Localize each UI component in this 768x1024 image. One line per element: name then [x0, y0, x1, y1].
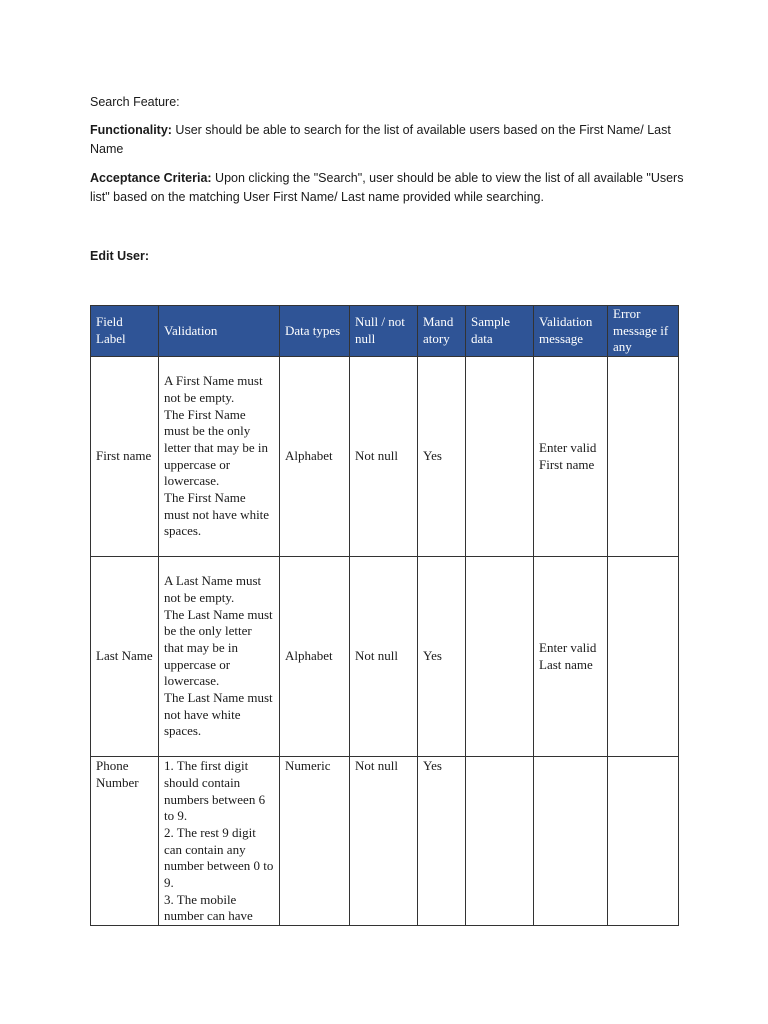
- header-data-types: Data types: [280, 306, 350, 357]
- cell-field-label: First name: [91, 357, 159, 557]
- edit-user-table: [90, 305, 679, 926]
- header-validation-message: Validation message: [534, 306, 608, 357]
- header-error-message: Error message if any: [608, 306, 679, 357]
- cell-sample-data: [466, 357, 534, 557]
- validation-text: A First Name must not be empty. The First Name must be the only letter that may be in uppercase or lowercase. The First Name must not have white spaces.: [164, 373, 270, 539]
- table-row: [91, 557, 679, 757]
- cell-null: Not null: [350, 357, 418, 557]
- header-field-label: Field Label: [91, 306, 159, 357]
- cell-validation-message: Enter valid First name: [534, 357, 608, 557]
- cell-data-type: Numeric: [280, 757, 350, 926]
- functionality-label: Functionality:: [90, 123, 172, 137]
- cell-error-message: [608, 557, 679, 757]
- cell-validation-message: Enter valid Last name: [534, 557, 608, 757]
- search-feature-heading: Search Feature:: [90, 95, 180, 109]
- header-validation: Validation: [159, 306, 280, 357]
- cell-validation: [159, 357, 280, 557]
- cell-mandatory: Yes: [418, 557, 466, 757]
- cell-mandatory: Yes: [418, 757, 466, 926]
- cell-validation: [159, 757, 280, 926]
- cell-data-type: Alphabet: [280, 557, 350, 757]
- cell-sample-data: [466, 757, 534, 926]
- header-sample-data: Sample data: [466, 306, 534, 357]
- edit-user-heading: Edit User:: [90, 249, 150, 263]
- acceptance-criteria-label: Acceptance Criteria:: [90, 171, 212, 185]
- table-header-row: [91, 306, 679, 357]
- cell-error-message: [608, 757, 679, 926]
- cell-sample-data: [466, 557, 534, 757]
- cell-data-type: Alphabet: [280, 357, 350, 557]
- acceptance-criteria-text: Upon clicking the "Search", user should be able to view the list of all available "Users list" based on the matching User First Name/ Last name provided while searching.: [90, 171, 684, 204]
- table-row: [91, 357, 679, 557]
- cell-error-message: [608, 357, 679, 557]
- validation-text: 1. The first digit should contain numbers between 6 to 9. 2. The rest 9 digit can contain any number between 0 to 9. 3. The mobile number can have: [164, 758, 274, 924]
- cell-null: Not null: [350, 557, 418, 757]
- cell-field-label: Last Name: [91, 557, 159, 757]
- functionality-text: User should be able to search for the list of available users based on the First Name/ Last Name: [90, 123, 671, 156]
- functionality-paragraph: [90, 121, 690, 159]
- validation-text: A Last Name must not be empty. The Last Name must be the only letter that may be in uppercase or lowercase. The Last Name must not have white spaces.: [164, 573, 273, 739]
- cell-field-label: Phone Number: [91, 757, 159, 926]
- cell-mandatory: Yes: [418, 357, 466, 557]
- header-mandatory: Mand atory: [418, 306, 466, 357]
- cell-validation: [159, 557, 280, 757]
- cell-validation-message: [534, 757, 608, 926]
- cell-null: Not null: [350, 757, 418, 926]
- header-null: Null / not null: [350, 306, 418, 357]
- acceptance-criteria-paragraph: [90, 169, 690, 207]
- table-row: [91, 757, 679, 926]
